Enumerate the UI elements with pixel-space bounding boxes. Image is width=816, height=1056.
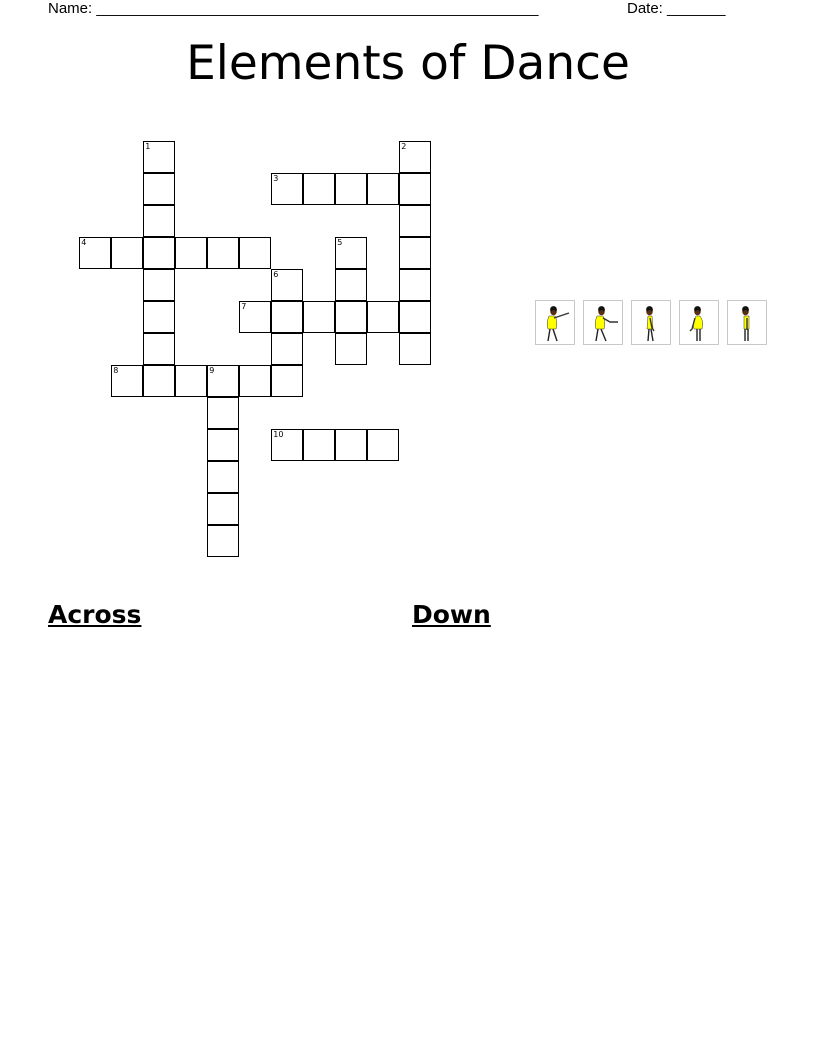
dancer-figure-icon [728,301,766,344]
clue-number: 2 [401,142,407,152]
page-title: Elements of Dance [186,36,630,91]
name-field[interactable] [48,0,539,18]
clue-number: 5 [337,238,343,248]
crossword-cell[interactable] [367,429,399,461]
date-field[interactable] [627,0,725,18]
crossword-cell[interactable] [207,429,239,461]
crossword-cell[interactable] [335,301,367,333]
across-heading: Across [48,600,142,629]
crossword-cell[interactable] [399,269,431,301]
crossword-cell[interactable] [271,333,303,365]
crossword-cell[interactable] [207,397,239,429]
name-label: Name: [48,0,93,17]
crossword-cell[interactable] [367,173,399,205]
crossword-cell[interactable] [175,237,207,269]
crossword-cell[interactable] [239,237,271,269]
crossword-cell[interactable] [271,173,303,205]
crossword-cell[interactable] [303,173,335,205]
crossword-cell[interactable] [143,141,175,173]
crossword-cell[interactable] [399,301,431,333]
crossword-cell[interactable] [335,237,367,269]
crossword-cell[interactable] [143,173,175,205]
dancer-frame [679,300,719,345]
name-blank: _____________________________________________________ [96,0,539,17]
clue-number: 6 [273,270,279,280]
crossword-cell[interactable] [335,269,367,301]
dancer-figure-icon [536,301,574,344]
crossword-cell[interactable] [239,301,271,333]
clue-number: 10 [273,430,284,440]
clue-number: 9 [209,366,215,376]
dancer-frame [583,300,623,345]
dancer-figure-icon [584,301,622,344]
dancer-frame [727,300,767,345]
down-heading: Down [412,600,491,629]
dancer-figure-icon [680,301,718,344]
date-label: Date: [627,0,663,17]
crossword-cell[interactable] [303,301,335,333]
clue-number: 3 [273,174,279,184]
crossword-cell[interactable] [303,429,335,461]
crossword-cell[interactable] [399,141,431,173]
crossword-cell[interactable] [143,333,175,365]
crossword-cell[interactable] [335,429,367,461]
crossword-cell[interactable] [271,301,303,333]
clue-number: 4 [81,238,87,248]
crossword-cell[interactable] [367,301,399,333]
crossword-cell[interactable] [335,333,367,365]
crossword-cell[interactable] [399,205,431,237]
dancer-frame [631,300,671,345]
crossword-cell[interactable] [335,173,367,205]
crossword-cell[interactable] [207,365,239,397]
crossword-cell[interactable] [143,365,175,397]
crossword-cell[interactable] [207,525,239,557]
clue-number: 8 [113,366,119,376]
date-blank: _______ [667,0,726,17]
crossword-cell[interactable] [111,237,143,269]
crossword-cell[interactable] [207,461,239,493]
crossword-cell[interactable] [207,237,239,269]
crossword-cell[interactable] [399,333,431,365]
crossword-cell[interactable] [207,493,239,525]
crossword-cell[interactable] [399,173,431,205]
crossword-cell[interactable] [271,269,303,301]
crossword-cell[interactable] [239,365,271,397]
crossword-cell[interactable] [399,237,431,269]
across-clues [48,600,398,636]
clue-number: 7 [241,302,247,312]
crossword-cell[interactable] [143,205,175,237]
crossword-cell[interactable] [143,237,175,269]
crossword-cell[interactable] [111,365,143,397]
crossword-cell[interactable] [79,237,111,269]
crossword-cell[interactable] [271,429,303,461]
crossword-cell[interactable] [143,269,175,301]
clue-number: 1 [145,142,151,152]
crossword-cell[interactable] [143,301,175,333]
dancer-figure-icon [632,301,670,344]
down-clues [412,600,762,636]
crossword-cell[interactable] [271,365,303,397]
dancer-frame [535,300,575,345]
crossword-cell[interactable] [175,365,207,397]
